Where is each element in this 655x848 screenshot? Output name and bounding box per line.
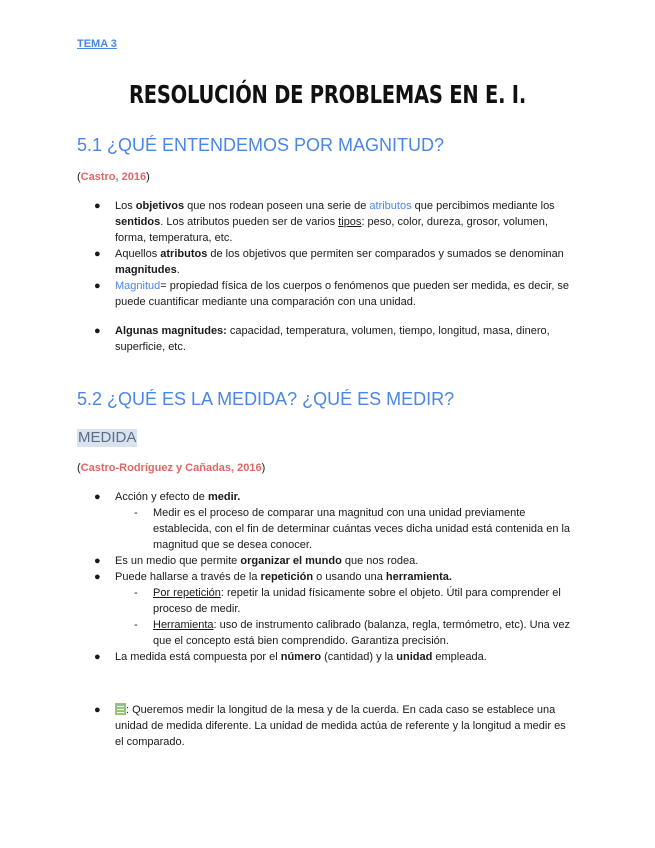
subheading-medida: MEDIDA [78, 429, 137, 446]
example-list [77, 702, 577, 750]
magnitud-list [77, 198, 577, 310]
tema-link[interactable]: TEMA 3 [77, 38, 117, 50]
section-heading-5-1: 5.1 ¿QUÉ ENTENDEMOS POR MAGNITUD? [77, 135, 445, 155]
sub-list-item: - Por repetición: repetir la unidad físicamente sobre el objeto. Útil para comprender el proceso de medir. [134, 587, 561, 615]
list-item: ● : Queremos medir la longitud de la mesa y de la cuerda. En cada caso se establece una unidad de medida diferente. La unidad de medida actúa de referente y la longitud a medir es el comparado. [94, 704, 566, 748]
citation-paren-open: ( [77, 171, 81, 183]
dash-icon: - [134, 507, 138, 519]
list-item: ● Acción y efecto de medir. [94, 491, 241, 503]
list-item: ● La medida está compuesta por el número (cantidad) y la unidad empleada. [94, 651, 487, 663]
citation-paren-close: ) [261, 462, 266, 474]
bullet-icon: ● [94, 280, 101, 292]
citation-paren-open: ( [77, 462, 81, 474]
note-icon[interactable] [115, 703, 126, 715]
dash-icon: - [134, 587, 138, 599]
bullet-icon: ● [94, 571, 101, 583]
citation-name: Castro-Rodríguez y Cañadas, 2016 [80, 462, 262, 474]
bullet-icon: ● [94, 491, 101, 503]
bullet-icon: ● [94, 248, 101, 260]
citation-paren-close: ) [146, 171, 150, 183]
medida-list [77, 489, 577, 665]
sub-list-item: - Herramienta: uso de instrumento calibrado (balanza, regla, termómetro, etc). Una vez que el concepto está bien comprendido. Garantiza precisión. [134, 619, 570, 647]
list-item: ● Puede hallarse a través de la repetición o usando una herramienta. [94, 571, 452, 583]
section-heading-5-2: 5.2 ¿QUÉ ES LA MEDIDA? ¿QUÉ ES MEDIR? [77, 389, 455, 409]
list-item: ● Aquellos atributos de los objetivos que permiten ser comparados y sumados se denominan magnitudes. [94, 248, 564, 276]
citation-castro-rodriguez [77, 462, 265, 474]
page-title: RESOLUCIÓN DE PROBLEMAS EN E. I. [128, 80, 527, 109]
bullet-icon: ● [94, 555, 101, 567]
bullet-icon: ● [94, 200, 101, 212]
bullet-icon: ● [94, 651, 101, 663]
list-item: ● Algunas magnitudes: capacidad, temperatura, volumen, tiempo, longitud, masa, dinero, superficie, etc. [94, 325, 550, 353]
list-item: ● Los objetivos que nos rodean poseen una serie de atributos que percibimos mediante los sentidos. Los atributos pueden ser de varios tipos: peso, color, dureza, grosor, volumen, forma, temperatura, etc. [94, 200, 555, 244]
dash-icon: - [134, 619, 138, 631]
citation-name: Castro, 2016 [80, 171, 147, 183]
list-item: ● Magnitud= propiedad física de los cuerpos o fenómenos que pueden ser medida, es decir, se puede cuantificar mediante una comparación con una unidad. [94, 280, 570, 308]
bullet-icon: ● [94, 325, 101, 337]
bullet-icon: ● [94, 704, 101, 716]
sub-list-item: - Medir es el proceso de comparar una magnitud con una unidad previamente establecida, con el fin de determinar cuántas veces dicha unidad está contenida en la magnitud que se desea conocer. [134, 507, 571, 551]
citation-castro [77, 171, 150, 183]
list-item: ● Es un medio que permite organizar el mundo que nos rodea. [94, 555, 419, 567]
magnitudes-list [77, 323, 577, 355]
